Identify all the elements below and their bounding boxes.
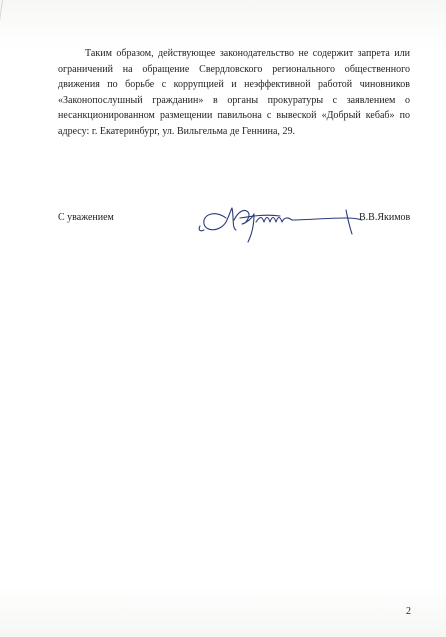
body-paragraph: Таким образом, действующее законодательство не содержит запрета или ограничений на обращение Свердловского регионального общественного движения по борьбе с коррупцией и неэффективной работой чиновников «Законопослушный гражданин» в органы прокуратуры с заявлением о несанкционированном размещении павильона с вывеской «Добрый кебаб» по адресу: г. Екатеринбург, ул. Вильгельма де Геннина, 29.	[58, 48, 410, 137]
handwritten-signature	[196, 196, 366, 246]
scan-edge-line	[0, 0, 3, 198]
page-number: 2	[406, 606, 411, 617]
signer-name: В.В.Якимов	[359, 212, 411, 223]
closing-phrase: С уважением	[58, 212, 114, 223]
